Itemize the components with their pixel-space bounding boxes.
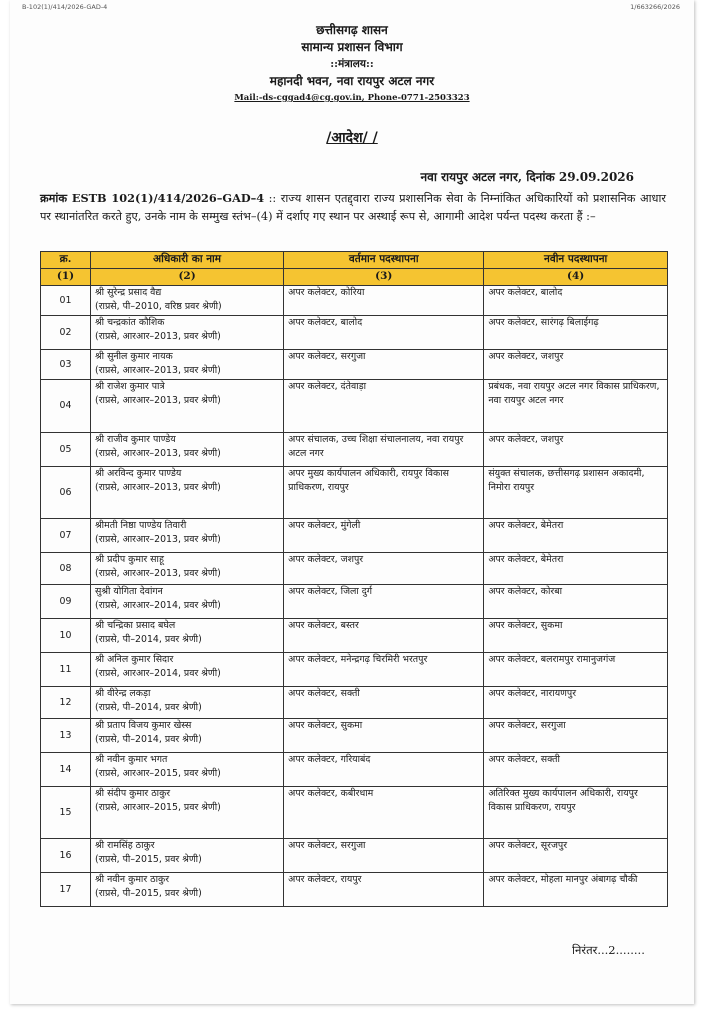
- table-column-number-row: [41, 269, 668, 286]
- row-new-posting: अपर कलेक्टर, मोहला मानपुर अंबागढ़ चौकी: [484, 873, 668, 907]
- row-serial: 05: [41, 433, 91, 467]
- row-officer: [91, 380, 284, 433]
- table-header-row: [41, 252, 668, 269]
- column-number: (2): [91, 269, 284, 286]
- row-new-posting: अपर कलेक्टर, सुकमा: [484, 619, 668, 653]
- order-paragraph: [40, 189, 666, 226]
- header-officer-name: अधिकारी का नाम: [91, 252, 284, 269]
- officer-name: श्री राजीव कुमार पाण्डेय: [95, 434, 176, 445]
- row-serial: 11: [41, 653, 91, 687]
- column-number: (4): [484, 269, 668, 286]
- row-new-posting: अपर कलेक्टर, बेमेतरा: [484, 519, 668, 553]
- row-officer: [91, 839, 284, 873]
- officer-service: (राप्रसे, आरआर–2013, प्रवर श्रेणी): [95, 448, 221, 459]
- row-officer: [91, 653, 284, 687]
- row-officer: [91, 467, 284, 519]
- order-text: :: राज्य शासन एतद्द्वारा राज्य प्रशासनिक सेवा के निम्नांकित अधिकारियों को प्रशासनिक आधार पर स्थानांतरित करते हुए, उनके नाम के सम्मुख स्तंभ–(4) में दर्शाए गए स्थान पर अस्थाई रूप से, आगामी आदेश पर्यन्त पदस्थ करता हैं :–: [40, 192, 666, 223]
- table-row: [41, 653, 668, 687]
- table-row: [41, 467, 668, 519]
- row-current-posting: अपर कलेक्टर, दंतेवाड़ा: [284, 380, 484, 433]
- row-serial: 16: [41, 839, 91, 873]
- row-officer: [91, 585, 284, 619]
- row-serial: 09: [41, 585, 91, 619]
- government-name: छत्तीसगढ़ शासन: [316, 23, 388, 37]
- officer-service: (राप्रसे, आरआर–2013, प्रवर श्रेणी): [95, 365, 221, 376]
- officer-service: (राप्रसे, पी–2015, प्रवर श्रेणी): [95, 888, 202, 899]
- officer-name: श्रीमती निष्ठा पाण्डेय तिवारी: [95, 520, 187, 531]
- row-officer: [91, 553, 284, 585]
- row-officer: [91, 519, 284, 553]
- officer-service: (राप्रसे, पी–2014, प्रवर श्रेणी): [95, 734, 202, 745]
- officer-service: (राप्रसे, आरआर–2015, प्रवर श्रेणी): [95, 802, 221, 813]
- officer-name: श्री नवीन कुमार भगत: [95, 754, 168, 765]
- file-reference-line: [22, 3, 680, 11]
- row-current-posting: अपर संचालक, उच्च शिक्षा संचालनालय, नवा रायपुर अटल नगर: [284, 433, 484, 467]
- row-new-posting: अपर कलेक्टर, कोरबा: [484, 585, 668, 619]
- place-date-line: नवा रायपुर अटल नगर, दिनांक 29.09.2026: [420, 170, 634, 184]
- row-officer: [91, 787, 284, 839]
- row-new-posting: अपर कलेक्टर, सारंगढ़ बिलाईगढ़: [484, 316, 668, 350]
- officer-name: श्री संदीप कुमार ठाकुर: [95, 788, 171, 799]
- row-new-posting: अपर कलेक्टर, सक्ती: [484, 753, 668, 787]
- row-current-posting: अपर कलेक्टर, कोरिया: [284, 286, 484, 316]
- ministry-label: ::मंत्रालय::: [330, 58, 374, 70]
- officer-service: (राप्रसे, आरआर–2013, प्रवर श्रेणी): [95, 395, 221, 406]
- row-officer: [91, 873, 284, 907]
- row-current-posting: अपर कलेक्टर, जशपुर: [284, 553, 484, 585]
- officer-name: श्री सुरेन्द्र प्रसाद वैद्य: [95, 287, 162, 298]
- department-name: सामान्य प्रशासन विभाग: [301, 40, 403, 54]
- row-serial: 10: [41, 619, 91, 653]
- table-row: [41, 316, 668, 350]
- continued-note: निरंतर...2........: [572, 943, 645, 957]
- row-new-posting: अतिरिक्त मुख्य कार्यपालन अधिकारी, रायपुर विकास प्राधिकरण, रायपुर: [484, 787, 668, 839]
- table-row: [41, 585, 668, 619]
- row-current-posting: अपर कलेक्टर, बालोद: [284, 316, 484, 350]
- table-row: [41, 839, 668, 873]
- officer-name: श्री अनिल कुमार सिदार: [95, 654, 174, 665]
- row-serial: 15: [41, 787, 91, 839]
- row-serial: 17: [41, 873, 91, 907]
- table-row: [41, 519, 668, 553]
- row-serial: 06: [41, 467, 91, 519]
- row-current-posting: अपर मुख्य कार्यपालन अधिकारी, रायपुर विकास प्राधिकरण, रायपुर: [284, 467, 484, 519]
- row-new-posting: अपर कलेक्टर, सरगुजा: [484, 719, 668, 753]
- row-current-posting: अपर कलेक्टर, मुंगेली: [284, 519, 484, 553]
- file-number: B-102(1)/414/2026-GAD-4: [22, 3, 108, 11]
- table-row: [41, 719, 668, 753]
- officer-service: (राप्रसे, पी–2010, वरिष्ठ प्रवर श्रेणी): [95, 301, 222, 312]
- header-serial: क्र.: [41, 252, 91, 269]
- row-serial: 14: [41, 753, 91, 787]
- row-new-posting: अपर कलेक्टर, बालोद: [484, 286, 668, 316]
- officer-service: (राप्रसे, आरआर–2013, प्रवर श्रेणी): [95, 482, 221, 493]
- row-serial: 07: [41, 519, 91, 553]
- row-current-posting: अपर कलेक्टर, रायपुर: [284, 873, 484, 907]
- row-officer: [91, 286, 284, 316]
- row-officer: [91, 433, 284, 467]
- officer-name: श्री नवीन कुमार ठाकुर: [95, 874, 170, 885]
- row-new-posting: अपर कलेक्टर, नारायणपुर: [484, 687, 668, 719]
- row-serial: 13: [41, 719, 91, 753]
- officer-service: (राप्रसे, आरआर–2013, प्रवर श्रेणी): [95, 331, 221, 342]
- row-new-posting: अपर कलेक्टर, जशपुर: [484, 433, 668, 467]
- row-current-posting: अपर कलेक्टर, सरगुजा: [284, 839, 484, 873]
- receipt-number: 1/663266/2026: [630, 3, 680, 11]
- row-serial: 02: [41, 316, 91, 350]
- officer-service: (राप्रसे, पी–2014, प्रवर श्रेणी): [95, 702, 202, 713]
- table-row: [41, 350, 668, 380]
- row-officer: [91, 753, 284, 787]
- table-row: [41, 687, 668, 719]
- row-current-posting: अपर कलेक्टर, मनेन्द्रगढ़ चिरमिरी भरतपुर: [284, 653, 484, 687]
- order-title: /आदेश/ /: [326, 130, 378, 146]
- officer-name: श्री प्रताप विजय कुमार खेस्स: [95, 720, 192, 731]
- table-row: [41, 787, 668, 839]
- table-row: [41, 619, 668, 653]
- row-new-posting: संयुक्त संचालक, छत्तीसगढ़ प्रशासन अकादमी, निमोरा रायपुर: [484, 467, 668, 519]
- table-row: [41, 753, 668, 787]
- officer-name: श्री चन्द्रिका प्रसाद बघेल: [95, 620, 176, 631]
- header-current-posting: वर्तमान पदस्थापना: [284, 252, 484, 269]
- table-row: [41, 873, 668, 907]
- table-row: [41, 433, 668, 467]
- row-officer: [91, 350, 284, 380]
- row-new-posting: अपर कलेक्टर, जशपुर: [484, 350, 668, 380]
- row-officer: [91, 687, 284, 719]
- contact-line: Mail:-ds-cggad4@cg.gov.in, Phone-0771-2503323: [234, 93, 470, 103]
- row-new-posting: प्रबंधक, नवा रायपुर अटल नगर विकास प्राधिकरण, नवा रायपुर अटल नगर: [484, 380, 668, 433]
- row-officer: [91, 719, 284, 753]
- row-current-posting: अपर कलेक्टर, कबीरधाम: [284, 787, 484, 839]
- office-address: महानदी भवन, नवा रायपुर अटल नगर: [269, 74, 435, 88]
- officer-name: श्री वीरेन्द्र लकड़ा: [95, 688, 151, 699]
- table-row: [41, 380, 668, 433]
- row-current-posting: अपर कलेक्टर, गरियाबंद: [284, 753, 484, 787]
- table-row: [41, 286, 668, 316]
- officer-service: (राप्रसे, आरआर–2015, प्रवर श्रेणी): [95, 768, 221, 779]
- row-new-posting: अपर कलेक्टर, बलरामपुर रामानुजगंज: [484, 653, 668, 687]
- order-reference: क्रमांक ESTB 102(1)/414/2026–GAD–4: [40, 191, 265, 205]
- transfer-table: [40, 251, 668, 907]
- row-current-posting: अपर कलेक्टर, सुकमा: [284, 719, 484, 753]
- officer-service: (राप्रसे, आरआर–2014, प्रवर श्रेणी): [95, 668, 221, 679]
- officer-name: श्री राजेश कुमार पात्रे: [95, 381, 165, 392]
- row-serial: 08: [41, 553, 91, 585]
- row-current-posting: अपर कलेक्टर, सरगुजा: [284, 350, 484, 380]
- row-serial: 12: [41, 687, 91, 719]
- document-page: [10, 0, 694, 1004]
- table-row: [41, 553, 668, 585]
- row-current-posting: अपर कलेक्टर, जिला दुर्ग: [284, 585, 484, 619]
- column-number: (1): [41, 269, 91, 286]
- officer-name: श्री अरविन्द कुमार पाण्डेय: [95, 468, 182, 479]
- row-current-posting: अपर कलेक्टर, बस्तर: [284, 619, 484, 653]
- officer-name: श्री रामसिंह ठाकुर: [95, 840, 155, 851]
- officer-service: (राप्रसे, आरआर–2014, प्रवर श्रेणी): [95, 600, 221, 611]
- header-new-posting: नवीन पदस्थापना: [484, 252, 668, 269]
- letterhead: [10, 22, 694, 107]
- officer-service: (राप्रसे, पी–2014, प्रवर श्रेणी): [95, 634, 202, 645]
- officer-name: श्री चन्द्रकांत कौशिक: [95, 317, 165, 328]
- row-serial: 04: [41, 380, 91, 433]
- officer-name: सुश्री योगिता देवांगन: [95, 586, 163, 597]
- column-number: (3): [284, 269, 484, 286]
- officer-service: (राप्रसे, पी–2015, प्रवर श्रेणी): [95, 854, 202, 865]
- officer-name: श्री सुनील कुमार नायक: [95, 351, 173, 362]
- row-serial: 01: [41, 286, 91, 316]
- row-serial: 03: [41, 350, 91, 380]
- row-officer: [91, 619, 284, 653]
- row-new-posting: अपर कलेक्टर, सूरजपुर: [484, 839, 668, 873]
- row-new-posting: अपर कलेक्टर, बेमेतरा: [484, 553, 668, 585]
- row-current-posting: अपर कलेक्टर, सक्ती: [284, 687, 484, 719]
- officer-name: श्री प्रदीप कुमार साहू: [95, 554, 164, 565]
- officer-service: (राप्रसे, आरआर–2013, प्रवर श्रेणी): [95, 568, 221, 579]
- officer-service: (राप्रसे, आरआर–2013, प्रवर श्रेणी): [95, 534, 221, 545]
- row-officer: [91, 316, 284, 350]
